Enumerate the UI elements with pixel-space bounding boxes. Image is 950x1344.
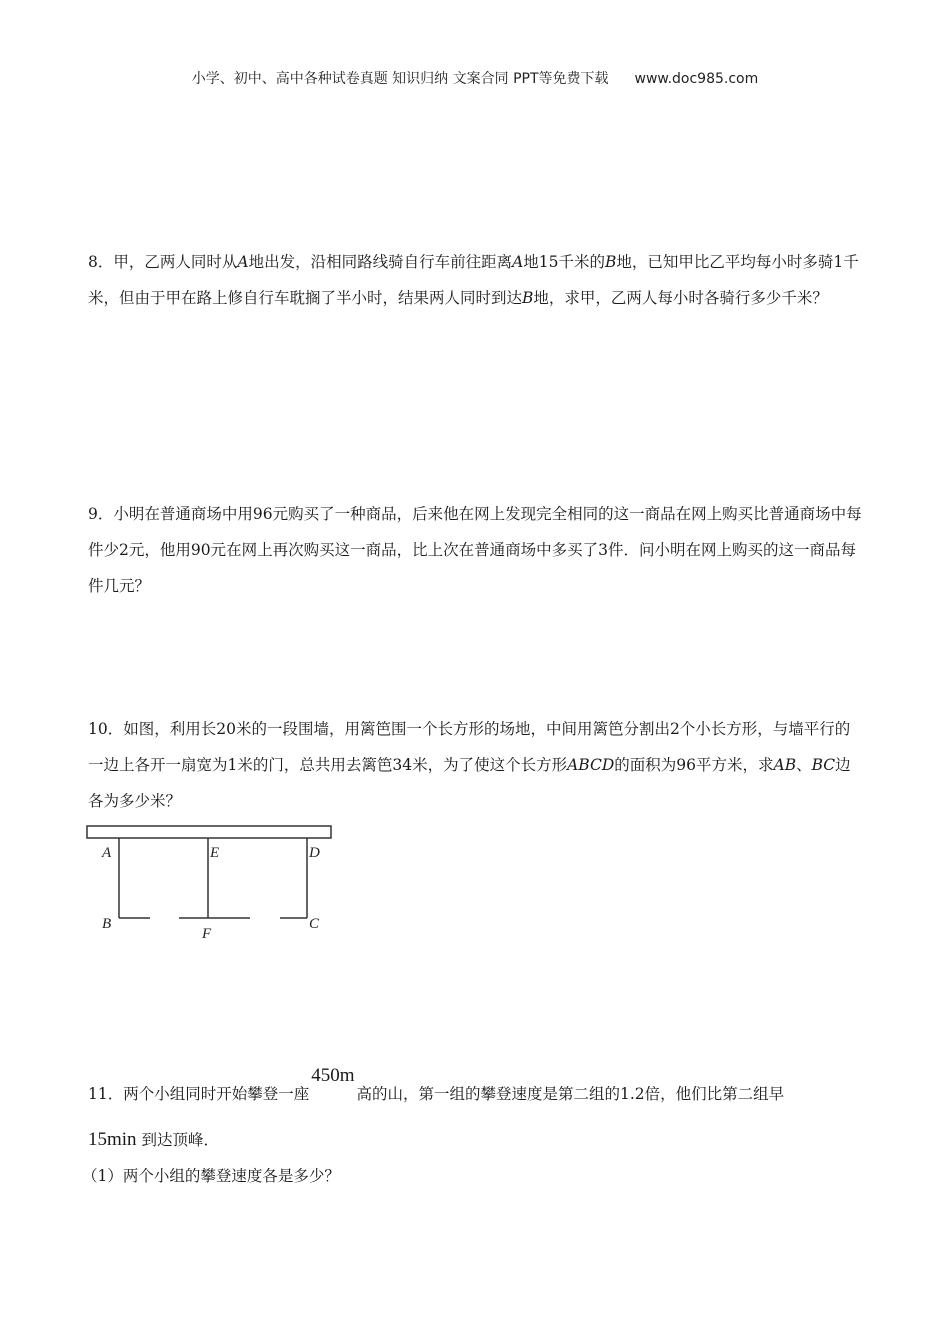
- question-8-text: 8．甲，乙两人同时从A地出发，沿相同路线骑自行车前往距离A地15千米的B地，已知甲比乙平均每小时多骑1千米，但由于甲在路上修自行车耽搁了半小时，结果两人同时到达B地，求甲，乙两人每小时各骑行多少千米？: [88, 253, 859, 307]
- question-9: [88, 496, 864, 604]
- question-11-line-2: 15min 到达顶峰．: [88, 1129, 220, 1150]
- header-text: 小学、初中、高中各种试卷真题 知识归纳 文案合同 PPT等免费下载: [191, 71, 609, 87]
- question-11-sub-1: （1）两个小组的攀登速度各是多少？: [82, 1167, 340, 1185]
- label-e: E: [210, 845, 220, 861]
- page-header: [0, 68, 950, 88]
- label-d: D: [309, 845, 320, 861]
- height-expression: 450m: [311, 1065, 355, 1086]
- label-c: C: [309, 916, 320, 932]
- wall: [87, 826, 331, 838]
- time-expression: 15min: [88, 1129, 137, 1150]
- question-11: [82, 1065, 864, 1194]
- header-url[interactable]: www.doc985.com: [634, 71, 759, 87]
- label-a: A: [102, 845, 112, 861]
- question-11-line-1: 11．两个小组同时开始攀登一座450m高的山，第一组的攀登速度是第二组的1.2倍，他们比第二组早: [88, 1065, 785, 1103]
- question-10: [88, 711, 864, 819]
- fence-diagram-svg: [86, 824, 336, 944]
- fence-diagram: [86, 824, 336, 944]
- label-b: B: [102, 916, 112, 932]
- question-10-text: 10．如图，利用长20米的一段围墙，用篱笆围一个长方形的场地，中间用篱笆分割出2个小长方形，与墙平行的一边上各开一扇宽为1米的门，总共用去篱笆34米，为了使这个长方形ABCD的面积为96平方米，求AB、BC边各为多少米？: [88, 720, 851, 810]
- question-9-text: 9．小明在普通商场中用96元购买了一种商品，后来他在网上发现完全相同的这一商品在网上购买比普通商场中每件少2元，他用90元在网上再次购买这一商品，比上次在普通商场中多买了3件．问小明在网上购买的这一商品每件几元？: [88, 505, 862, 595]
- question-8: [88, 244, 864, 316]
- label-f: F: [202, 926, 212, 942]
